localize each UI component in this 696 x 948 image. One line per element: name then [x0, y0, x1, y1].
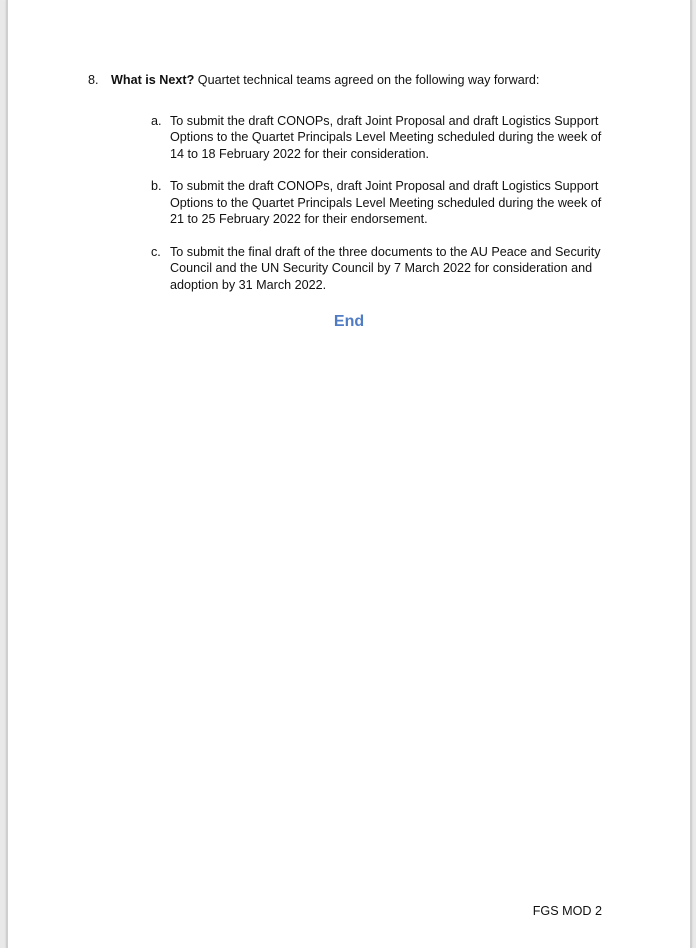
document-page — [6, 0, 692, 948]
section-title: What is Next? — [111, 73, 195, 87]
list-item-text: To submit the draft CONOPs, draft Joint Proposal and draft Logistics Support Options to the Quartet Principals Level Meeting scheduled during the week of 21 to 25 February 2022 for their endorsement. — [170, 179, 602, 226]
section-lead: Quartet technical teams agreed on the following way forward: — [194, 73, 540, 87]
section-heading — [111, 72, 628, 89]
list-item-letter: a. — [151, 113, 162, 128]
list-item — [151, 113, 611, 163]
section-number: 8. — [88, 73, 99, 87]
list-item — [151, 244, 611, 294]
end-label: End — [333, 313, 365, 330]
subitem-list — [151, 113, 611, 294]
list-item-letter: b. — [151, 179, 162, 193]
list-item — [151, 178, 611, 228]
list-item-text: To submit the final draft of the three documents to the AU Peace and Security Council and the UN Security Council by 7 March 2022 for consideration and adoption by 31 March 2022. — [170, 244, 601, 292]
document-content — [88, 72, 628, 309]
list-item-letter: c. — [151, 244, 161, 259]
page-footer: FGS MOD 2 — [532, 904, 602, 918]
list-item-text: To submit the draft CONOPs, draft Joint Proposal and draft Logistics Support Options to the Quartet Principals Level Meeting scheduled during the week of 14 to 18 February 2022 for their consideration. — [170, 113, 602, 161]
section-8 — [88, 72, 628, 89]
